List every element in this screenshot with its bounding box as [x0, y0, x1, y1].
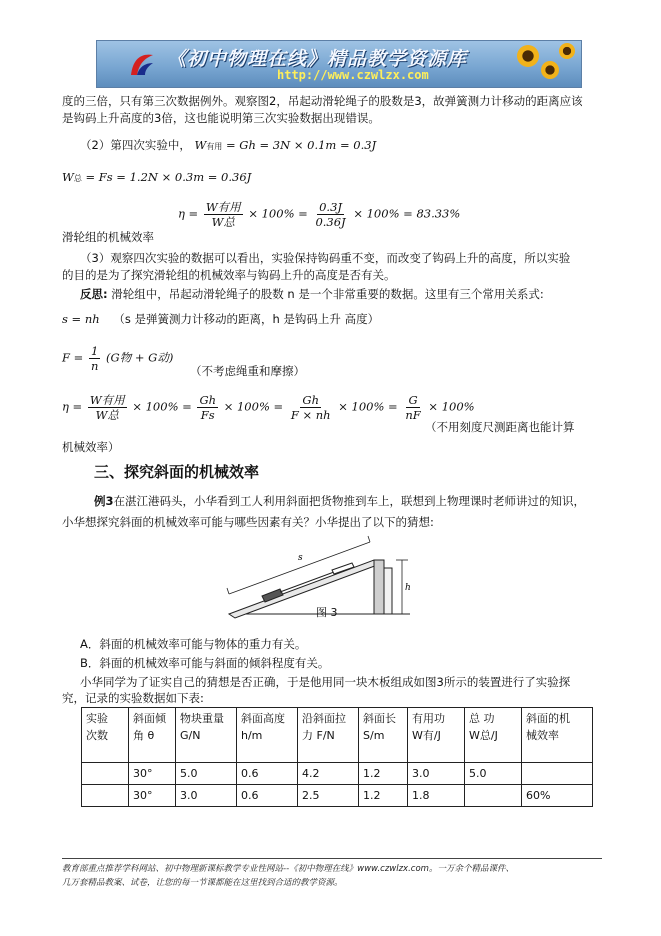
paragraph-line: 小华同学为了证实自己的猜想是否正确，于是他用同一块木板组成如图3所示的装置进行了实验探 — [80, 675, 571, 689]
experiment-data-table — [81, 707, 593, 807]
footer-line: 教育部重点推荐学科网站、初中物理新课标教学专业性网站--《初中物理在线》www.czwlzx.com。一万余个精品课件、 — [62, 864, 514, 874]
table-header-cell: 斜面高度 h/m — [237, 708, 298, 763]
site-logo-icon — [127, 49, 157, 79]
table-cell: 1.2 — [359, 785, 408, 807]
table-cell: 3.0 — [176, 785, 237, 807]
table-cell: 5.0 — [465, 763, 522, 785]
paragraph-line: 的目的是为了探究滑轮组的机械效率与钩码上升的高度是否有关。 — [62, 268, 396, 282]
table-cell — [465, 785, 522, 807]
relation-2-note: （不考虑绳重和摩擦） — [190, 364, 305, 378]
header-banner — [96, 40, 582, 88]
paragraph-line: （3）观察四次实验的数据可以看出，实验保持钩码重不变，而改变了钩码上升的高度，所以实验 — [80, 251, 571, 265]
footer-divider — [62, 858, 602, 859]
table-cell: 30° — [129, 785, 176, 807]
table-cell: 3.0 — [408, 763, 465, 785]
table-header-cell: 斜面倾 角 θ — [129, 708, 176, 763]
paragraph-line: 究，记录的实验数据如下表: — [62, 691, 204, 705]
relation-3: η = $\frac{\text{W有用}}{\text{W总}}$ × 100% = $\frac{Gh}{Fs}$ × 100% = $\frac{Gh}{F \times nh}$ × 100% = $\frac{G}{nF}$ × 100% — [62, 393, 475, 422]
table-cell: 2.5 — [298, 785, 359, 807]
paragraph-line: 是钩码上升高度的3倍，这也能说明第三次实验数据出现错误。 — [62, 111, 380, 125]
table-cell: 5.0 — [176, 763, 237, 785]
table-row — [82, 763, 593, 785]
table-cell: 1.8 — [408, 785, 465, 807]
footer-line: 几万套精品教案、试卷，让您的每一节课都能在这里找到合适的教学资源。 — [62, 878, 343, 888]
table-header-cell: 实验 次数 — [82, 708, 129, 763]
table-header-cell: 斜面长 S/m — [359, 708, 408, 763]
equation-efficiency: η = $\frac{\text{W有用}}{\text{W总}}$ × 100% = $\frac{0.3J}{0.36J}$ × 100% = 83.33% — [178, 200, 461, 229]
relation-3-note-cont: 机械效率） — [62, 440, 120, 454]
label-s: s — [298, 553, 303, 563]
table-cell: 0.6 — [237, 785, 298, 807]
banner-url[interactable]: http://www.czwlzx.com — [277, 68, 429, 82]
table-cell: 0.6 — [237, 763, 298, 785]
equation-useful-work: （2）第四次实验中， W有用 = Gh = 3N × 0.1m = 0.3J — [80, 138, 377, 152]
table-cell — [522, 763, 593, 785]
relation-2: F = $\frac{1}{n}$ (G物 + G动) — [62, 344, 174, 373]
banner-title: 《初中物理在线》精品教学资源库 — [167, 48, 468, 70]
sunflower-icon — [541, 61, 559, 79]
paragraph-line: 小华想探究斜面的机械效率可能与哪些因素有关？小华提出了以下的猜想: — [62, 515, 434, 529]
table-cell — [82, 763, 129, 785]
table-header-cell: 总 功 W总/J — [465, 708, 522, 763]
paragraph-line: 度的三倍，只有第三次数据例外。观察图2，吊起动滑轮绳子的股数是3，故弹簧测力计移动的距离应该 — [62, 94, 583, 108]
table-header-cell: 斜面的机 械效率 — [522, 708, 593, 763]
sunflower-icon — [517, 45, 539, 67]
table-header-cell: 有用功 W有/J — [408, 708, 465, 763]
table-header-cell: 物块重量 G/N — [176, 708, 237, 763]
table-cell: 1.2 — [359, 763, 408, 785]
section-title: 三、探究斜面的机械效率 — [94, 463, 260, 481]
table-header-row — [82, 708, 593, 763]
table-header-cell: 沿斜面拉 力 F/N — [298, 708, 359, 763]
relation-3-note: （不用刻度尺测距离也能计算 — [425, 420, 575, 434]
label-h: h — [405, 583, 411, 593]
equation-total-work: W总 = Fs = 1.2N × 0.3m = 0.36J — [62, 170, 252, 184]
table-row — [82, 785, 593, 807]
sunflower-icon — [559, 43, 575, 59]
example-line: 例3在湛江港码头，小华看到工人利用斜面把货物推到车上，联想到上物理课时老师讲过的知识， — [94, 494, 586, 508]
relation-1: s = nh （s 是弹簧测力计移动的距离，h 是钩码上升 高度） — [62, 312, 380, 326]
guess-a: A．斜面的机械效率可能与物体的重力有关。 — [80, 637, 307, 651]
table-cell: 60% — [522, 785, 593, 807]
reflection-line: 反思: 滑轮组中，吊起动滑轮绳子的股数 n 是一个非常重要的数据。这里有三个常用关系式: — [80, 287, 544, 301]
page-footer — [62, 862, 602, 890]
table-cell — [82, 785, 129, 807]
efficiency-label: 滑轮组的机械效率 — [62, 230, 154, 244]
table-cell: 30° — [129, 763, 176, 785]
guess-b: B．斜面的机械效率可能与斜面的倾斜程度有关。 — [80, 656, 330, 670]
table-cell: 4.2 — [298, 763, 359, 785]
figure-caption: 图 3 — [316, 606, 338, 619]
